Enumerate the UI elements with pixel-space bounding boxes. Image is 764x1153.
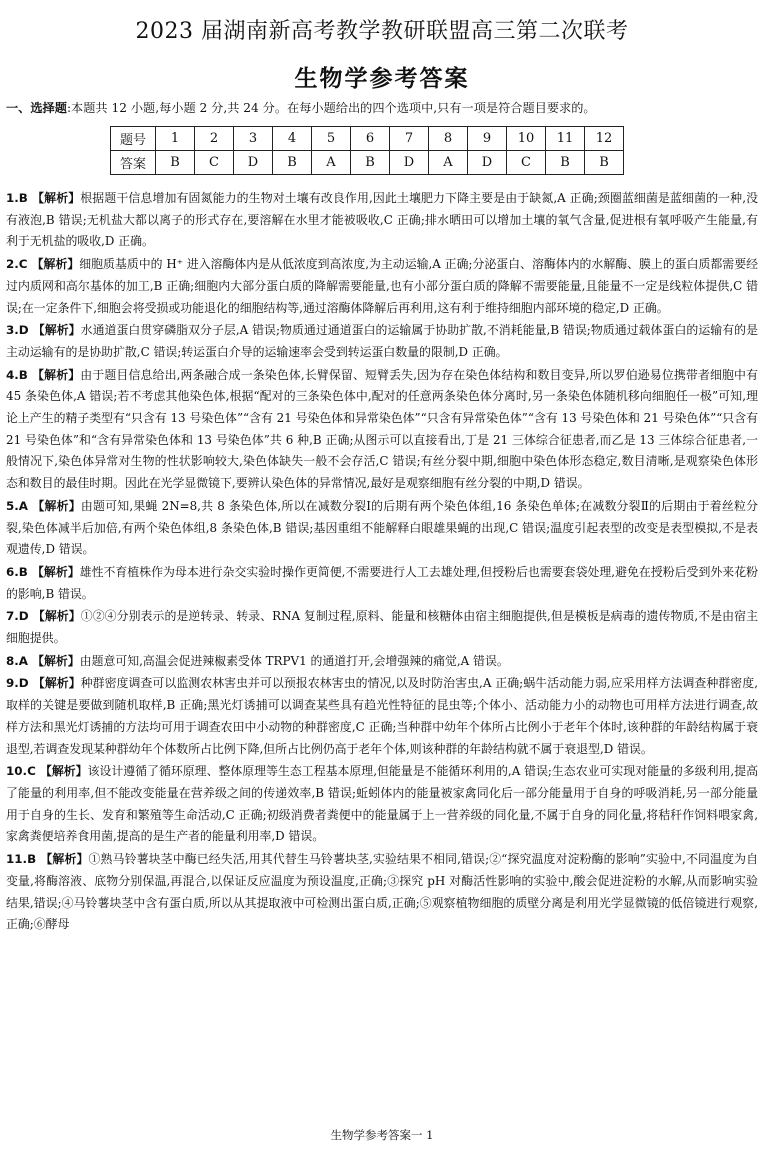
item-text: ①熟马铃薯块茎中酶已经失活,用其代替生马铃薯块茎,实验结果不相同,错误;②“探究温度对淀粉酶的影响”实验中,不同温度为自变量,将酶溶液、底物分别保温,再混合,以保证反应温度为预设温度,正确;③探究 pH 对酶活性影响的实验中,酸会促进淀粉的水解,从而影响实验结果,错误;④马铃薯块茎中含有蛋白质,所以从其提取液中可检测出蛋白质,正确;⑤观察植物细胞的质壁分离是利用光学显微镜的低倍镜进行观察,正确;⑥酵母	[6, 852, 758, 932]
item-text: 根据题干信息增加有固氮能力的生物对土壤有改良作用,因此土壤肥力下降主要是由于缺氮,A 正确;颈圈蓝细菌是蓝细菌的一种,没有液泡,B 错误;无机盐大都以离子的形式存在,要溶解在水里才能被吸收,C 正确;排水晒田可以增加土壤的氧气含量,促进根有氧呼吸产生能量,有利于无机盐的吸收,D 正确。	[6, 191, 759, 249]
question-number: 11	[546, 127, 585, 151]
item-tag: 4.B 【解析】	[6, 367, 81, 382]
question-number: 5	[312, 127, 351, 151]
question-number: 7	[390, 127, 429, 151]
answer-cell: D	[390, 151, 429, 175]
item-text: 雄性不育植株作为母本进行杂交实验时操作更简便,不需要进行人工去雄处理,但授粉后也需要套袋处理,避免在授粉后受到外来花粉的影响,B 错误。	[6, 564, 758, 601]
answer-cell: C	[195, 151, 234, 175]
answer-cell: A	[429, 151, 468, 175]
item-tag: 3.D 【解析】	[6, 323, 81, 338]
item-text: 由题可知,果蝇 2N=8,共 8 条染色体,所以在减数分裂Ⅰ的后期有两个染色体组,16 条染色单体;在减数分裂Ⅱ的后期由于着丝粒分裂,染色体减半后加倍,有两个染色体组,8 条染色体,B 错误;基因重组不能解释白眼雄果蝇的出现,C 错误;温度引起表型的改变是表型模拟,不是表观遗传,D 错误。	[6, 498, 759, 557]
question-number: 6	[351, 127, 390, 151]
question-number: 4	[273, 127, 312, 151]
section-label: 一、选择题	[6, 101, 67, 115]
answer-table-answer-row	[111, 151, 624, 175]
item-tag: 6.B 【解析】	[6, 564, 80, 579]
page-subtitle: 生物学参考答案	[294, 66, 470, 92]
item-text: 种群密度调查可以监测农林害虫并可以预报农林害虫的情况,以及时防治害虫,A 正确;蜗牛活动能力弱,应采用样方法调查种群密度,取样的关键是要做到随机取样,B 正确;黑光灯诱捕可以调查某些具有趋光性特征的昆虫等;个体小、活动能力小的动物也可用样方法进行调查,故样方法和黑光灯诱捕的方法均可用于调查农田中小动物的种群密度,C 正确;当种群中幼年个体所占比例小于老年个体时,该种群的年龄结构属于衰退型,若调查发现某种群幼年个体数所占比例下降,但所占比例仍高于老年个体,则该种群的年龄结构就不属于衰退型,D 错误。	[6, 676, 758, 756]
answer-cell: B	[273, 151, 312, 175]
question-number: 1	[156, 127, 195, 151]
item-tag: 5.A 【解析】	[6, 498, 81, 513]
item-tag: 7.D 【解析】	[6, 609, 81, 624]
explanation-item	[6, 849, 758, 936]
question-number: 2	[195, 127, 234, 151]
question-number: 10	[507, 127, 546, 151]
explanation-item	[6, 606, 758, 649]
item-text: 细胞质基质中的 H⁺ 进入溶酶体内是从低浓度到高浓度,为主动运输,A 正确;分泌蛋白、溶酶体内的水解酶、膜上的蛋白质都需要经过内质网和高尔基体的加工,B 正确;细胞内大部分蛋白质的降解需要能量,也有小部分蛋白质的降解不需要能量,且能量不一定是线粒体提供,C 错误;在一定条件下,细胞会将受损或功能退化的细胞结构等,通过溶酶体降解后再利用,这有利于维持细胞内部环境的稳定,D 正确。	[6, 257, 758, 315]
explanation-item	[6, 673, 758, 760]
item-text: 水通道蛋白贯穿磷脂双分子层,A 错误;物质通过通道蛋白的运输属于协助扩散,不消耗能量,B 错误;物质通过载体蛋白的运输有的是主动运输有的是协助扩散,C 错误;转运蛋白介导的运输速率会受到转运蛋白数量的限制,D 正确。	[6, 323, 758, 359]
explanation-item	[6, 562, 758, 605]
explanation-item	[6, 188, 758, 253]
answer-cell: B	[585, 151, 624, 175]
answer-cell: A	[312, 151, 351, 175]
question-number: 8	[429, 127, 468, 151]
explanation-item	[6, 496, 758, 561]
question-number: 12	[585, 127, 624, 151]
item-tag: 1.B 【解析】	[6, 191, 81, 205]
answer-cell: D	[468, 151, 507, 175]
answer-table-header: 答案	[111, 151, 156, 175]
item-text: 该设计遵循了循环原理、整体原理等生态工程基本原理,但能量是不能循环利用的,A 错误;生态农业可实现对能量的多级利用,提高了能量的利用率,但不能改变能量在营养级之间的传递效率,B 错误;蚯蚓体内的能量被家禽同化后一部分能量用于自身的呼吸消耗,另一部分能量用于自身的生长、发育和繁殖等生命活动,C 正确;初级消费者粪便中的能量属于上一营养级的同化量,不属于自身的同化量,将秸秆作饲料喂家禽,家禽粪便培养食用菌,提高的是生产者的能量利用率,D 错误。	[6, 764, 759, 844]
answer-cell: D	[234, 151, 273, 175]
question-number: 9	[468, 127, 507, 151]
explanation-item	[6, 320, 758, 363]
explanation-item	[6, 651, 758, 673]
explanation-item	[6, 254, 758, 319]
answer-cell: B	[351, 151, 390, 175]
explanation-item	[6, 365, 758, 495]
answer-table-number-row	[111, 127, 624, 151]
item-tag: 10.C 【解析】	[6, 764, 88, 779]
answer-cell: B	[546, 151, 585, 175]
item-tag: 2.C 【解析】	[6, 257, 80, 272]
item-tag: 11.B 【解析】	[6, 852, 89, 867]
explanations	[6, 188, 758, 937]
explanation-item	[6, 761, 758, 848]
item-tag: 8.A 【解析】	[6, 653, 80, 668]
page-footer: 生物学参考答案一 1	[330, 1128, 434, 1142]
question-number: 3	[234, 127, 273, 151]
answer-cell: B	[156, 151, 195, 175]
item-text: 由于题目信息给出,两条融合成一条染色体,长臂保留、短臂丢失,因为存在染色体结构和数目变异,所以罗伯逊易位携带者细胞中有 45 条染色体,A 错误;若不考虑其他染色体,根据“配对的三条染色体中,配对的任意两条染色体分离时,另一条染色体随机移向细胞任一极”可知,理论上产生的精子类型有“只含有 13 号染色体”“含有 21 号染色体和异常染色体”“只含有异常染色体”“含有 13 号染色体和 21 号染色体”“只含有 21 号染色体”和“含有异常染色体和 13 号染色体”共 6 种,B 正确;从图示可以直接看出,丁是 21 三体综合征患者,而乙是 13 三体综合征患者,一般情况下,染色体异常对生物的性状影响较大,染色体缺失一般不会存活,C 错误;有丝分裂中期,细胞中染色体形态稳定,数目清晰,是观察染色体形态和数目的最佳时期。因此在光学显微镜下,要辨认染色体的异常情况,最好是观察细胞有丝分裂的中期,D 错误。	[6, 367, 758, 491]
answer-cell: C	[507, 151, 546, 175]
section-text: :本题共 12 小题,每小题 2 分,共 24 分。在每小题给出的四个选项中,只有一项是符合题目要求的。	[66, 101, 596, 115]
item-text: ①②④分别表示的是逆转录、转录、RNA 复制过程,原料、能量和核糖体由宿主细胞提供,但是模板是病毒的遗传物质,不是由宿主细胞提供。	[6, 609, 758, 646]
item-text: 由题意可知,高温会促进辣椒素受体 TRPV1 的通道打开,会增强辣的痛觉,A 错误。	[79, 653, 509, 668]
page-title: 2023 届湖南新高考教学教研联盟高三第二次联考	[135, 19, 629, 44]
answer-table	[110, 126, 624, 175]
answer-table-header: 题号	[111, 127, 156, 151]
item-tag: 9.D 【解析】	[6, 676, 81, 691]
section-heading	[6, 99, 758, 116]
